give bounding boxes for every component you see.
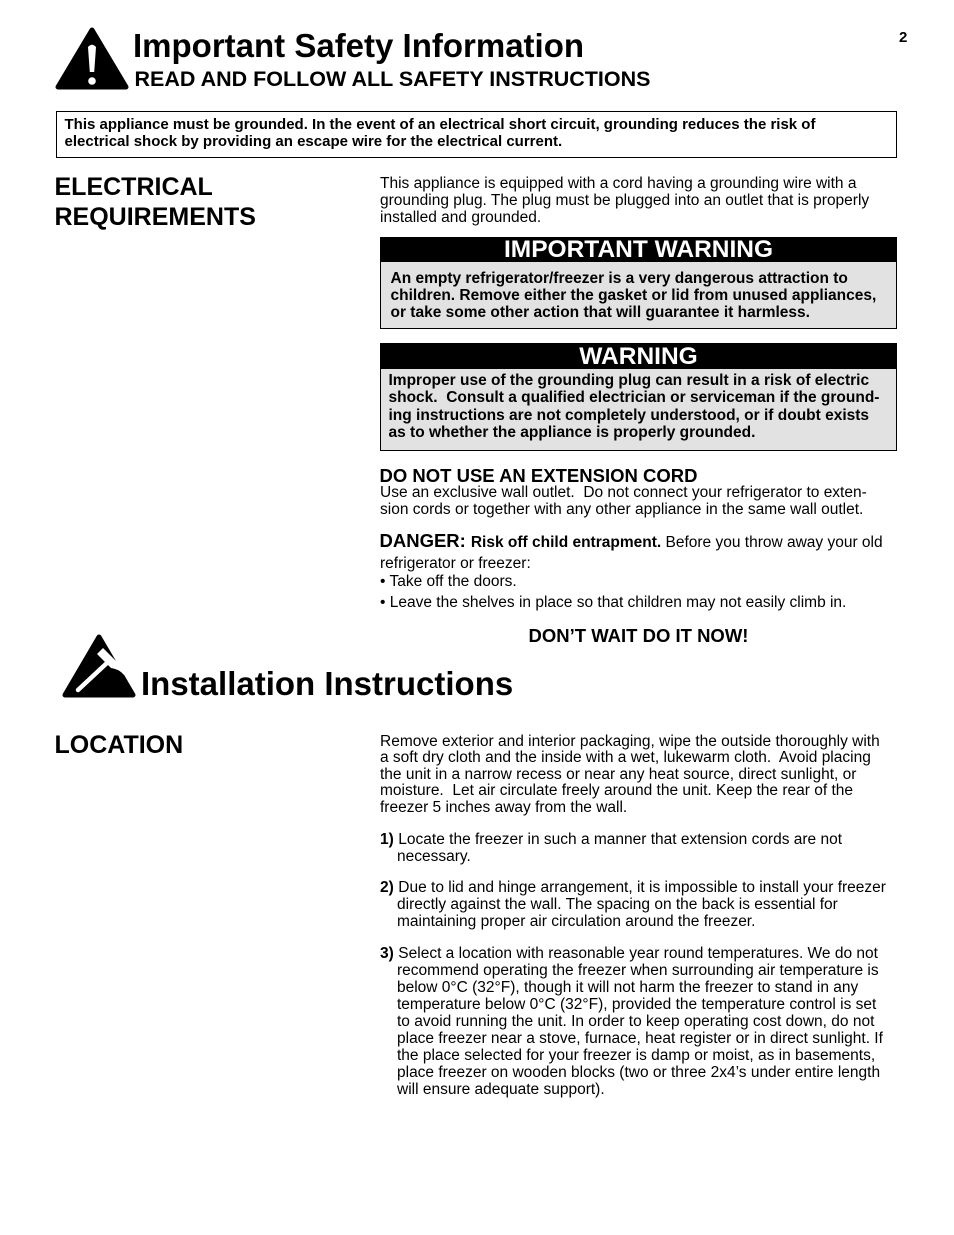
paragraph-line: Use an exclusive wall outlet. Do not connect your refrigerator to exten- [380,483,867,501]
notice-line: electrical shock by providing an escape wire for the electrical current. [64,133,563,151]
location-step [380,945,883,1099]
install-triangle-shape [65,637,133,695]
step-number: 1) [380,830,394,848]
warning-line: shock. Consult a qualified electrician or serviceman if the ground- [388,389,880,407]
paragraph-line: Remove exterior and interior packaging, wipe the outside thoroughly with [380,732,880,750]
step-line: temperature below 0°C (32°F), provided the temperature control is set [397,995,877,1013]
step-line [380,831,842,848]
step-line: the place selected for your freezer is damp or moist, as in basements, [397,1047,876,1065]
danger-emphasis: Risk off child entrapment. [470,534,662,551]
call-to-action: DON’T WAIT DO IT NOW! [528,625,749,646]
heading-line: ELECTRICAL [54,173,213,202]
paragraph-line: a soft dry cloth and the inside with a wet, lukewarm cloth. Avoid placing [380,749,871,766]
step-line [380,879,886,896]
warning-body [381,369,896,441]
warning-line: ing instructions are not completely understood, or if doubt exists [388,406,870,424]
location-step [380,831,842,865]
paragraph-line: grounding plug. The plug must be plugged into an outlet that is properly [380,191,870,209]
step-line: place freezer on wooden blocks (two or three 2x4’s under entire length [397,1064,881,1082]
step-number: 3) [380,944,394,962]
step-line: necessary. [397,847,471,865]
danger-statement [380,532,883,553]
location-heading: LOCATION [54,731,184,760]
step-line: place freezer near a stove, furnace, heat register or in direct sunlight. If [397,1029,883,1047]
step-line: will ensure adequate support). [397,1081,605,1099]
step-text: Select a location with reasonable year round temperatures. We do not [398,944,878,962]
warning-line: children. Remove either the gasket or lid from unused appliances, [390,286,877,304]
exclamation-dot [88,77,96,85]
grounding-notice-box [56,111,897,158]
paragraph-line: the unit in a narrow recess or near any heat source, direct sunlight, or [380,765,857,783]
step-line: maintaining proper air circulation around the freezer. [397,912,756,930]
electrical-intro-paragraph [380,175,869,226]
warning-box [380,343,897,451]
step-line: to avoid running the unit. In order to keep operating cost down, do not [397,1012,875,1030]
important-warning-title: IMPORTANT WARNING [381,238,896,262]
warning-line: or take some other action that will guarantee it harmless. [390,303,810,321]
page-number: 2 [899,29,908,46]
important-warning-body [381,262,896,321]
important-warning-box [380,237,897,329]
safety-subtitle: READ AND FOLLOW ALL SAFETY INSTRUCTIONS [134,66,651,91]
warning-triangle-icon [55,27,129,90]
hammer-triangle-icon [62,634,136,698]
warning-line: An empty refrigerator/freezer is a very dangerous attraction to [390,269,848,287]
extension-cord-paragraph [380,484,867,518]
paragraph-line: This appliance is equipped with a cord having a grounding wire with a [380,174,857,192]
warning-title: WARNING [381,344,896,369]
step-line: below 0°C (32°F), though it will not harm the freezer to stand in any [397,978,859,996]
danger-bullet: • Leave the shelves in place so that children may not easily climb in. [380,593,847,611]
danger-bullet: • Take off the doors. [380,572,517,590]
warning-line: Improper use of the grounding plug can result in a risk of electric [388,372,870,389]
step-text: Locate the freezer in such a manner that extension cords are not [398,830,843,848]
step-line [380,945,883,962]
step-line: recommend operating the freezer when surrounding air temperature is [397,961,879,979]
step-text: Due to lid and hinge arrangement, it is impossible to install your freezer [398,878,886,896]
heading-line: REQUIREMENTS [54,203,256,232]
danger-continuation: refrigerator or freezer: [380,554,531,572]
paragraph-line: installed and grounded. [380,208,542,226]
location-step [380,879,886,930]
paragraph-line: sion cords or together with any other appliance in the same wall outlet. [380,500,864,518]
warning-line: as to whether the appliance is properly grounded. [388,423,756,441]
paragraph-line: freezer 5 inches away from the wall. [380,798,628,816]
paragraph-line: moisture. Let air circulate freely around the unit. Keep the rear of the [380,782,854,799]
location-intro-paragraph [380,734,880,817]
step-line: directly against the wall. The spacing on the back is essential for [397,895,838,913]
danger-label: DANGER: [379,530,466,551]
electrical-requirements-heading [55,172,256,232]
safety-title: Important Safety Information [133,27,585,64]
notice-line: This appliance must be grounded. In the event of an electrical short circuit, grounding reduces the risk of [64,116,816,134]
step-number: 2) [380,878,394,896]
installation-title: Installation Instructions [141,665,514,702]
danger-text: Before you throw away your old [661,534,883,551]
extension-cord-heading: DO NOT USE AN EXTENSION CORD [379,464,698,486]
